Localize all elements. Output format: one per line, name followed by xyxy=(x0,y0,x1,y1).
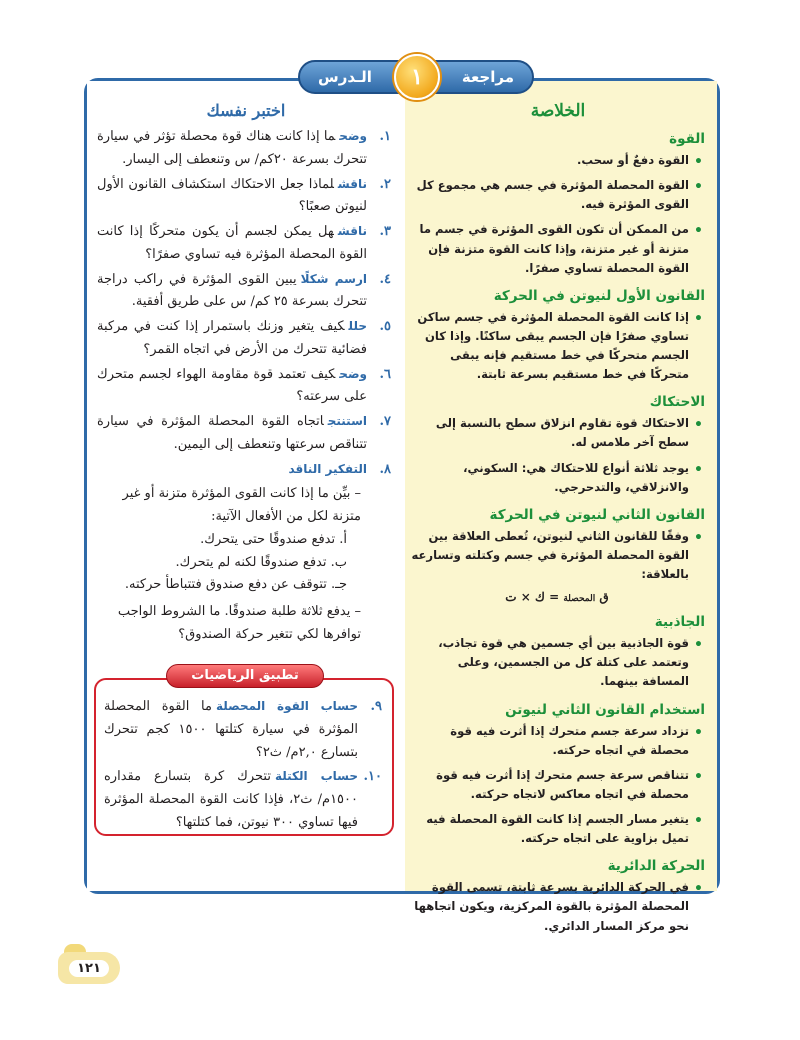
math-question-item xyxy=(104,766,382,834)
question-keyword: ارسم شكلًا xyxy=(300,271,368,286)
question-item xyxy=(97,126,391,172)
review-label: مراجعة xyxy=(461,68,514,86)
section-newton-second-law xyxy=(399,507,717,604)
math-question-item xyxy=(104,696,382,764)
question-number: ٣. xyxy=(379,224,391,239)
question-text: ما إذا كانت هناك قوة محصلة تؤثر في سيارة تتحرك بسرعة ٢٠كم/ س وتنعطف إلى اليسار. xyxy=(97,129,367,167)
question-keyword: استنتج xyxy=(327,414,367,428)
section-gravity xyxy=(399,614,717,691)
question-number: ٧. xyxy=(379,414,391,429)
critical-item: أ. تدفع صندوقًا حتى يتحرك. xyxy=(200,531,347,547)
question-text: كيف يتغير وزنك باستمرار إذا كنت في مركبة فضائية تتحرك من الأرض في اتجاه القمر؟ xyxy=(97,319,367,357)
question-text: اتجاه القوة المحصلة المؤثرة في سيارة تتناقص سرعتها وتنعطف إلى اليمين. xyxy=(97,414,367,452)
bullet: • تتناقص سرعة جسم متحرك إذا أثرت فيه قوة محصلة في اتجاه معاكس لاتجاه حركته. xyxy=(409,766,705,804)
formula-force: ق xyxy=(599,590,609,605)
question-item xyxy=(97,459,391,482)
math-application-box xyxy=(94,678,394,836)
question-number: ٢. xyxy=(379,176,391,192)
bullet: • القوة المحصلة المؤثرة في جسم هي مجموع كل القوى المؤثرة فيه. xyxy=(409,176,705,214)
summary-column xyxy=(399,81,717,933)
section-title: استخدام القانون الثاني لنيوتن xyxy=(505,701,705,718)
section-newton-first-law xyxy=(399,288,717,385)
question-number: ٦. xyxy=(379,366,391,382)
question-keyword: ناقش xyxy=(337,224,367,238)
bullet: • تزداد سرعة جسم متحرك إذا أثرت فيه قوة محصلة في اتجاه حركته. xyxy=(409,722,705,760)
page-number: ١٢١ xyxy=(69,960,109,977)
question-text: كيف تعتمد قوة مقاومة الهواء لجسم متحرك على سرعته؟ xyxy=(97,366,367,405)
section-circular-motion xyxy=(399,858,717,935)
question-text: يبين القوى المؤثرة في راكب دراجة تتحرك بسرعة ٢٥ كم/ س على طريق أفقية. xyxy=(97,271,367,310)
question-keyword: ناقش xyxy=(337,176,367,191)
summary-title: الخلاصة xyxy=(530,101,586,121)
critical-item: جـ. تتوقف عن دفع صندوق فتتباطأ حركته. xyxy=(124,577,347,593)
question-text: لماذا جعل الاحتكاك استكشاف القانون الأول لنيوتن صعبًا؟ xyxy=(97,176,367,215)
question-item xyxy=(97,221,391,267)
bullet: • في الحركة الدائرية بسرعة ثابتة، تسمى القوة المحصلة المؤثرة بالقوة المركزية، ويكون اتجاهها نحو مركز المسار الدائري. xyxy=(409,878,705,935)
section-force xyxy=(399,131,717,278)
question-number: ٥. xyxy=(379,319,391,334)
question-keyword: حساب القوة المحصلة xyxy=(215,699,358,713)
critical-outro: – يدفع ثلاثة طلبة صندوقًا. ما الشروط الواجب توافرها لكي تتغير حركة الصندوق؟ xyxy=(117,604,361,642)
bullet: • يوجد ثلاثة أنواع للاحتكاك هي: السكوني، والانزلاقي، والتدحرجي. xyxy=(409,459,705,497)
bullet: • إذا كانت القوة المحصلة المؤثرة في جسم ساكن تساوي صفرًا فإن الجسم يبقى ساكنًا. وإذا كان الجسم متحركًا في خط مستقيم فإنه يبقى متحركًا في خط مستقيم بسرعة ثابتة. xyxy=(409,308,705,385)
question-item xyxy=(97,411,391,457)
formula-subscript: المحصلة xyxy=(563,594,596,605)
question-keyword: وضح xyxy=(339,366,367,381)
question-item xyxy=(97,174,391,220)
section-title: الجاذبية xyxy=(654,614,705,631)
question-keyword: وضح xyxy=(339,129,367,143)
question-item xyxy=(97,269,391,315)
test-yourself-title: اختبر نفسك xyxy=(206,101,286,120)
section-title: القانون الثاني لنيوتن في الحركة xyxy=(489,506,705,523)
question-item xyxy=(97,364,391,410)
question-number: ١٠. xyxy=(363,769,382,785)
section-using-second-law xyxy=(399,702,717,849)
section-title: الاحتكاك xyxy=(649,394,705,411)
question-keyword: حلل xyxy=(348,319,367,333)
question-text: هل يمكن لجسم أن يكون متحركًا إذا كانت القوة المحصلة المؤثرة فيه تساوي صفرًا؟ xyxy=(97,224,367,262)
question-number: ١. xyxy=(379,129,391,144)
bullet: • قوة الجاذبية بين أي جسمين هي قوة تجاذب، وتعتمد على كتلة كل من الجسمين، وعلى المسافة بينهما. xyxy=(409,634,705,691)
question-text: تتحرك كرة بتسارع مقداره ١٥٠٠م/ ث٢، فإذا كانت القوة المحصلة المؤثرة فيها تساوي ٣٠٠ نيوتن، فما كتلتها؟ xyxy=(104,769,358,830)
page-number-tab xyxy=(58,952,120,984)
question-number: ٤. xyxy=(379,271,391,287)
lesson-number-badge: ١ xyxy=(394,54,440,100)
section-title: القانون الأول لنيوتن في الحركة xyxy=(493,287,705,304)
question-keyword: التفكير الناقد xyxy=(288,461,367,476)
section-title: الحركة الدائرية xyxy=(607,858,705,875)
lesson-label: الـدرس xyxy=(318,68,372,86)
second-law-formula xyxy=(409,590,705,604)
section-title: القوة xyxy=(669,131,705,147)
critical-intro: – بيِّن ما إذا كانت القوى المؤثرة متزنة أو غير متزنة لكل من الأفعال الآتية: xyxy=(122,486,361,524)
section-friction xyxy=(399,394,717,497)
formula-equation: = ك × ت xyxy=(505,590,560,605)
question-list xyxy=(87,120,405,647)
question-item xyxy=(97,316,391,362)
question-number: ٨. xyxy=(379,461,391,477)
question-keyword: حساب الكتلة xyxy=(274,769,358,784)
bullet: • يتغير مسار الجسم إذا كانت القوة المحصلة فيه تميل بزاوية على اتجاه حركته. xyxy=(409,810,705,848)
bullet: • وفقًا للقانون الثاني لنيوتن، تُعطى العلاقة بين القوة المحصلة المؤثرة في جسم وكتلته وتسارعه بالعلاقة: xyxy=(409,527,705,584)
bullet: • الاحتكاك قوة تقاوم انزلاق سطح بالنسبة إلى سطح آخر ملامس له. xyxy=(409,414,705,452)
bullet: • من الممكن أن تكون القوى المؤثرة في جسم ما متزنة أو غير متزنة، وإذا كانت القوة متزنة فإن القوة المحصلة تساوي صفرًا. xyxy=(409,220,705,277)
math-application-title: تطبيق الرياضيات xyxy=(166,664,324,688)
question-text: ما القوة المحصلة المؤثرة في سيارة كتلتها ١٥٠٠ كجم تتحرك بتسارع ٢,٠م/ ث٢؟ xyxy=(104,699,358,760)
question-number: ٩. xyxy=(370,699,382,714)
bullet: • القوة دفعٌ أو سحب. xyxy=(409,151,705,170)
critical-item: ب. تدفع صندوقًا لكنه لم يتحرك. xyxy=(175,554,347,570)
